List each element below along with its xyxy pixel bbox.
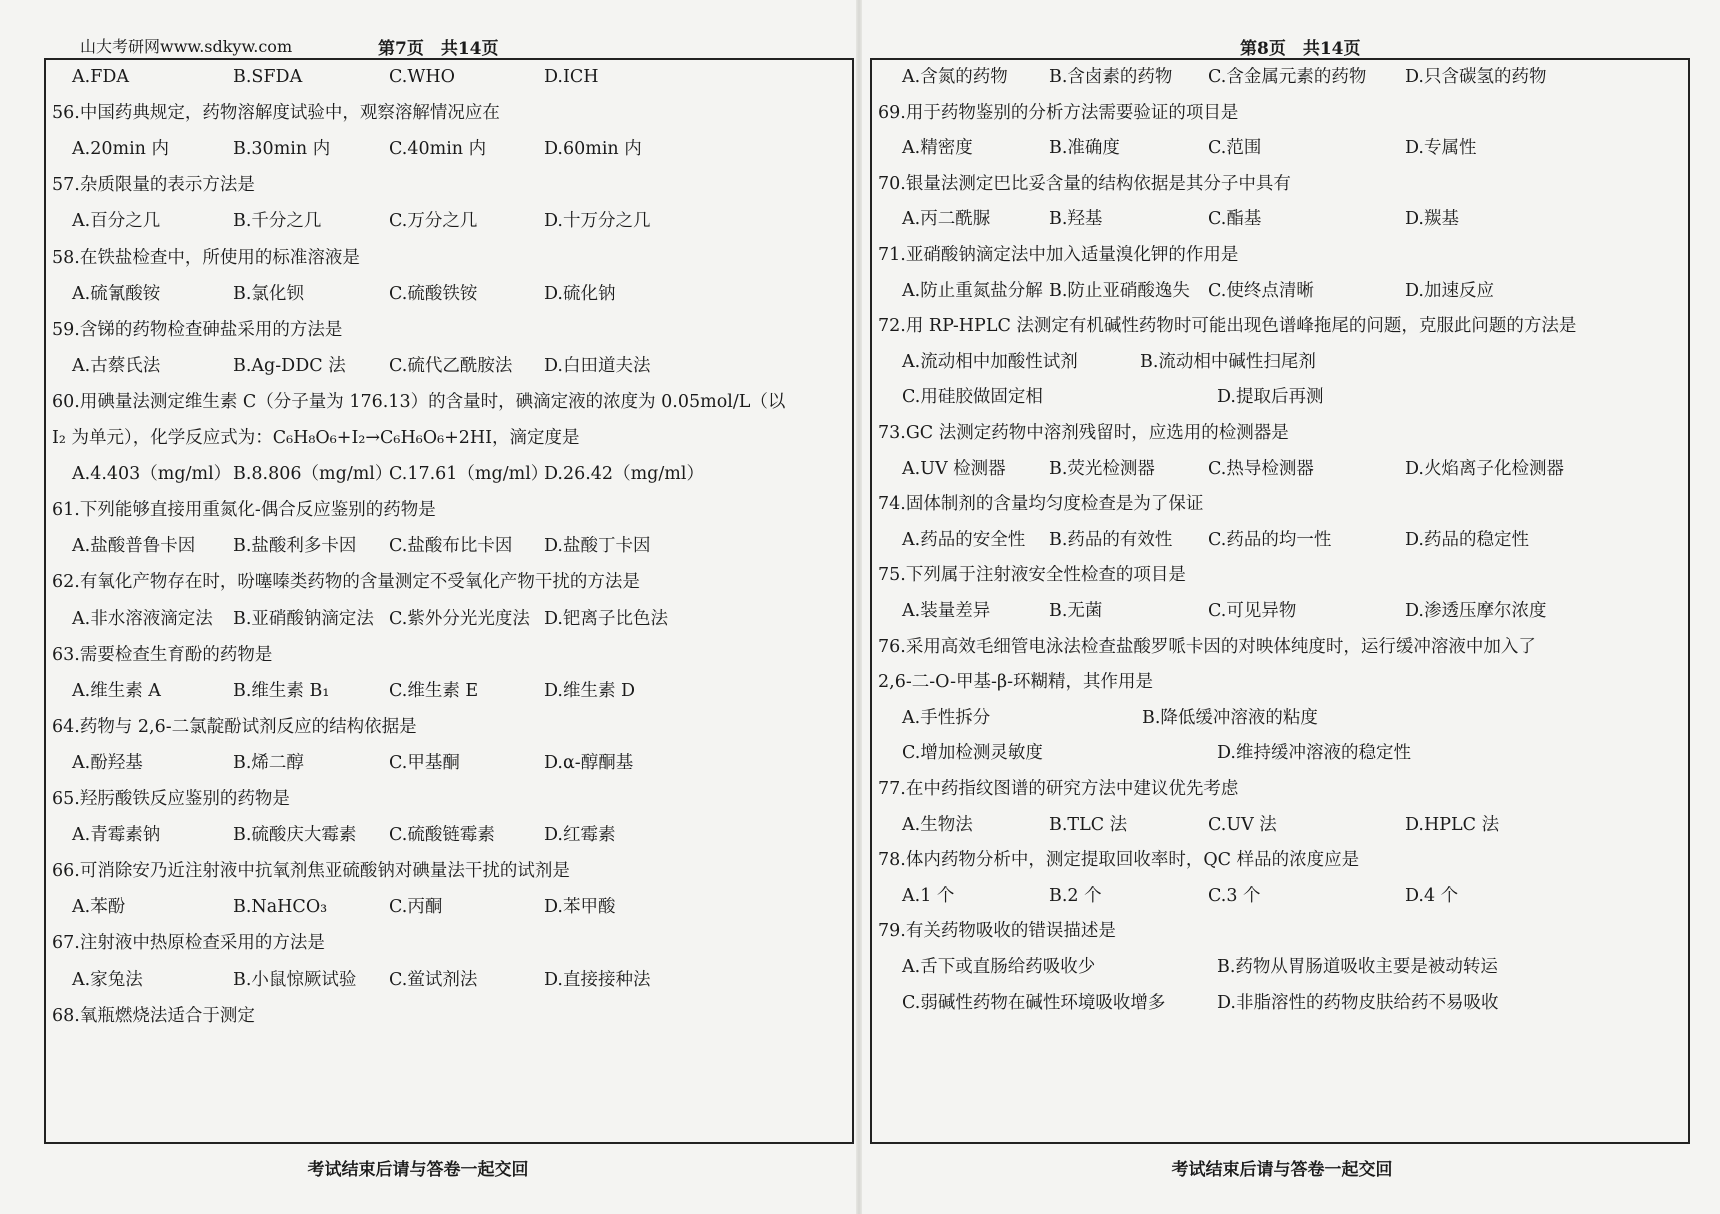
option-a: A.舌下或直肠给药吸收少: [902, 957, 1096, 977]
option-b: B.无菌: [1049, 601, 1103, 621]
option-b: B.羟基: [1049, 209, 1103, 230]
option-b: B.2 个: [1049, 885, 1102, 906]
question-stem: 2,6-二-O-甲基-β-环糊精，其作用是: [878, 672, 1154, 693]
option-d: D.硫化钠: [544, 283, 616, 304]
option-a: A.丙二酰脲: [902, 209, 991, 230]
option-a: A.防止重氮盐分解: [902, 280, 1043, 301]
option-d: D.只含碳氢的药物: [1405, 67, 1547, 87]
option-b: B.降低缓冲溶液的粘度: [1142, 707, 1318, 728]
option-a: C.弱碱性药物在碱性环境吸收增多: [902, 992, 1166, 1013]
option-c: C.硫酸链霉素: [389, 825, 495, 846]
question-stem: 67.注射液中热原检查采用的方法是: [52, 933, 325, 954]
option-d: D.盐酸丁卡因: [544, 536, 651, 557]
option-c: C.盐酸布比卡因: [389, 536, 513, 557]
option-a: A.百分之几: [72, 211, 161, 232]
option-d: D.4 个: [1405, 885, 1459, 906]
option-a: A.生物法: [902, 814, 973, 835]
option-a: A.UV 检测器: [902, 458, 1006, 479]
option-b: B.8.806（mg/ml）: [233, 464, 393, 485]
option-b: B.小鼠惊厥试验: [233, 969, 357, 990]
option-b: B.千分之几: [233, 211, 322, 232]
option-b: B.药物从胃肠道吸收主要是被动转运: [1217, 957, 1498, 977]
question-stem: 77.在中药指纹图谱的研究方法中建议优先考虑: [878, 779, 1239, 799]
option-a: A.含氮的药物: [902, 67, 1008, 87]
question-stem: 60.用碘量法测定维生素 C（分子量为 176.13）的含量时，碘滴定液的浓度为 0.05mol/L（以: [52, 391, 786, 412]
option-a: A.硫氰酸铵: [72, 283, 161, 304]
option-c: C.药品的均一性: [1208, 529, 1332, 550]
option-a: A.古蔡氏法: [72, 355, 161, 376]
option-c: C.UV 法: [1208, 814, 1277, 835]
option-c: C.40min 内: [389, 139, 487, 160]
option-d: D.ICH: [544, 67, 599, 87]
question-stem: 68.氧瓶燃烧法适合于测定: [52, 1005, 255, 1026]
option-b: B.含卤素的药物: [1049, 67, 1173, 87]
question-stem: 58.在铁盐检查中，所使用的标准溶液是: [52, 247, 360, 268]
question-stem: 69.用于药物鉴别的分析方法需要验证的项目是: [878, 102, 1239, 123]
option-d: D.专属性: [1405, 138, 1477, 159]
question-stem: 61.下列能够直接用重氮化-偶合反应鉴别的药物是: [52, 500, 436, 521]
option-b: B.TLC 法: [1049, 814, 1128, 835]
option-b: D.维持缓冲溶液的稳定性: [1217, 743, 1411, 764]
option-a: A.药品的安全性: [902, 529, 1026, 550]
option-c: C.硫酸铁铵: [389, 283, 478, 304]
option-d: D.加速反应: [1405, 280, 1494, 301]
option-b: B.烯二醇: [233, 752, 304, 773]
option-b: B.流动相中碱性扫尾剂: [1140, 351, 1316, 372]
option-d: D.维生素 D: [544, 680, 636, 701]
option-a: A.维生素 A: [72, 680, 161, 701]
option-c: C.维生素 E: [389, 680, 479, 701]
option-d: D.苯甲酸: [544, 897, 616, 918]
option-d: D.钯离子比色法: [544, 608, 668, 629]
option-a: A.FDA: [72, 67, 130, 87]
question-stem: 56.中国药典规定，药物溶解度试验中，观察溶解情况应在: [52, 103, 500, 124]
option-c: C.硫代乙酰胺法: [389, 355, 513, 376]
question-stem: 63.需要检查生育酚的药物是: [52, 644, 273, 665]
option-a: A.流动相中加酸性试剂: [902, 351, 1078, 372]
option-c: C.17.61（mg/ml）: [389, 464, 549, 485]
option-b: D.非脂溶性的药物皮肤给药不易吸收: [1217, 992, 1499, 1013]
option-a: A.非水溶液滴定法: [72, 608, 213, 629]
question-stem: 72.用 RP-HPLC 法测定有机碱性药物时可能出现色谱峰拖尾的问题，克服此问题的方法是: [878, 316, 1577, 337]
option-a: A.装量差异: [902, 601, 991, 621]
option-c: C.酯基: [1208, 209, 1262, 230]
page-footer: 考试结束后请与答卷一起交回: [307, 1160, 529, 1180]
question-stem: 75.下列属于注射液安全性检查的项目是: [878, 565, 1186, 586]
question-stem: 71.亚硝酸钠滴定法中加入适量溴化钾的作用是: [878, 245, 1239, 265]
page-number: 第7页 共14页: [378, 39, 499, 59]
question-stem: 57.杂质限量的表示方法是: [52, 175, 255, 196]
option-b: B.亚硝酸钠滴定法: [233, 608, 374, 629]
option-b: D.提取后再测: [1217, 387, 1324, 408]
question-stem: 73.GC 法测定药物中溶剂残留时，应选用的检测器是: [878, 423, 1289, 443]
question-stem: 66.可消除安乃近注射液中抗氧剂焦亚硫酸钠对碘量法干扰的试剂是: [52, 861, 570, 882]
option-a: A.青霉素钠: [72, 825, 161, 846]
option-d: D.火焰离子化检测器: [1405, 458, 1564, 479]
option-c: C.甲基酮: [389, 752, 460, 773]
option-b: B.荧光检测器: [1049, 458, 1155, 479]
option-a: A.1 个: [902, 885, 955, 906]
option-d: D.HPLC 法: [1405, 814, 1500, 835]
option-a: A.盐酸普鲁卡因: [72, 536, 196, 557]
option-d: D.60min 内: [544, 139, 642, 160]
option-c: C.可见异物: [1208, 601, 1297, 621]
option-a: A.20min 内: [72, 139, 169, 160]
option-a: C.用硅胶做固定相: [902, 387, 1043, 408]
option-b: B.盐酸利多卡因: [233, 536, 357, 557]
option-b: B.SFDA: [233, 67, 303, 87]
question-stem: 78.体内药物分析中，测定提取回收率时，QC 样品的浓度应是: [878, 850, 1360, 871]
option-d: D.渗透压摩尔浓度: [1405, 601, 1547, 621]
page-footer: 考试结束后请与答卷一起交回: [1171, 1160, 1393, 1180]
question-stem: 59.含锑的药物检查砷盐采用的方法是: [52, 319, 343, 340]
option-b: B.维生素 B₁: [233, 680, 330, 701]
option-b: B.硫酸庆大霉素: [233, 825, 357, 846]
option-a: A.精密度: [902, 138, 973, 159]
option-d: D.红霉素: [544, 825, 616, 846]
option-d: D.26.42（mg/ml）: [544, 464, 704, 485]
page-number: 第8页 共14页: [1240, 39, 1361, 59]
option-c: C.WHO: [389, 67, 455, 87]
option-a: A.苯酚: [72, 897, 126, 918]
option-b: B.氯化钡: [233, 283, 304, 304]
question-stem: I₂ 为单元），化学反应式为：C₆H₈O₆+I₂→C₆H₆O₆+2HI，滴定度是: [52, 428, 580, 448]
option-c: C.丙酮: [389, 897, 443, 918]
option-c: C.范围: [1208, 138, 1262, 159]
option-d: D.药品的稳定性: [1405, 529, 1529, 550]
option-c: C.万分之几: [389, 211, 478, 232]
option-b: B.防止亚硝酸逸失: [1049, 280, 1190, 301]
option-d: D.羰基: [1405, 209, 1459, 230]
option-a: A.酚羟基: [72, 752, 143, 773]
option-a: A.4.403（mg/ml）: [72, 464, 232, 485]
option-a: A.手性拆分: [902, 707, 991, 728]
question-stem: 76.采用高效毛细管电泳法检查盐酸罗哌卡因的对映体纯度时，运行缓冲溶液中加入了: [878, 636, 1536, 657]
exam-page-8: [860, 0, 1720, 1214]
option-c: C.紫外分光光度法: [389, 608, 530, 629]
option-c: C.3 个: [1208, 885, 1261, 906]
option-c: C.鲎试剂法: [389, 969, 478, 990]
question-frame: [870, 58, 1690, 1144]
option-b: B.准确度: [1049, 138, 1120, 159]
question-stem: 74.固体制剂的含量均匀度检查是为了保证: [878, 494, 1204, 515]
option-a: C.增加检测灵敏度: [902, 743, 1043, 764]
option-a: A.家兔法: [72, 969, 143, 990]
option-c: C.使终点清晰: [1208, 280, 1314, 301]
question-stem: 70.银量法测定巴比妥含量的结构依据是其分子中具有: [878, 173, 1291, 194]
question-stem: 62.有氧化产物存在时，吩噻嗪类药物的含量测定不受氧化产物干扰的方法是: [52, 572, 640, 593]
option-b: B.NaHCO₃: [233, 897, 328, 918]
question-stem: 65.羟肟酸铁反应鉴别的药物是: [52, 789, 290, 809]
option-c: C.含金属元素的药物: [1208, 67, 1367, 87]
site-watermark: 山大考研网www.sdkyw.com: [80, 37, 293, 56]
question-stem: 64.药物与 2,6-二氯靛酚试剂反应的结构依据是: [52, 716, 417, 737]
option-d: D.白田道夫法: [544, 355, 651, 376]
option-b: B.30min 内: [233, 139, 331, 160]
option-d: D.α-醇酮基: [544, 752, 634, 773]
option-d: D.十万分之几: [544, 211, 651, 232]
question-frame: [44, 58, 854, 1144]
option-b: B.药品的有效性: [1049, 529, 1173, 550]
option-b: B.Ag-DDC 法: [233, 355, 346, 376]
question-stem: 79.有关药物吸收的错误描述是: [878, 921, 1116, 942]
option-d: D.直接接种法: [544, 969, 651, 990]
option-c: C.热导检测器: [1208, 458, 1314, 479]
